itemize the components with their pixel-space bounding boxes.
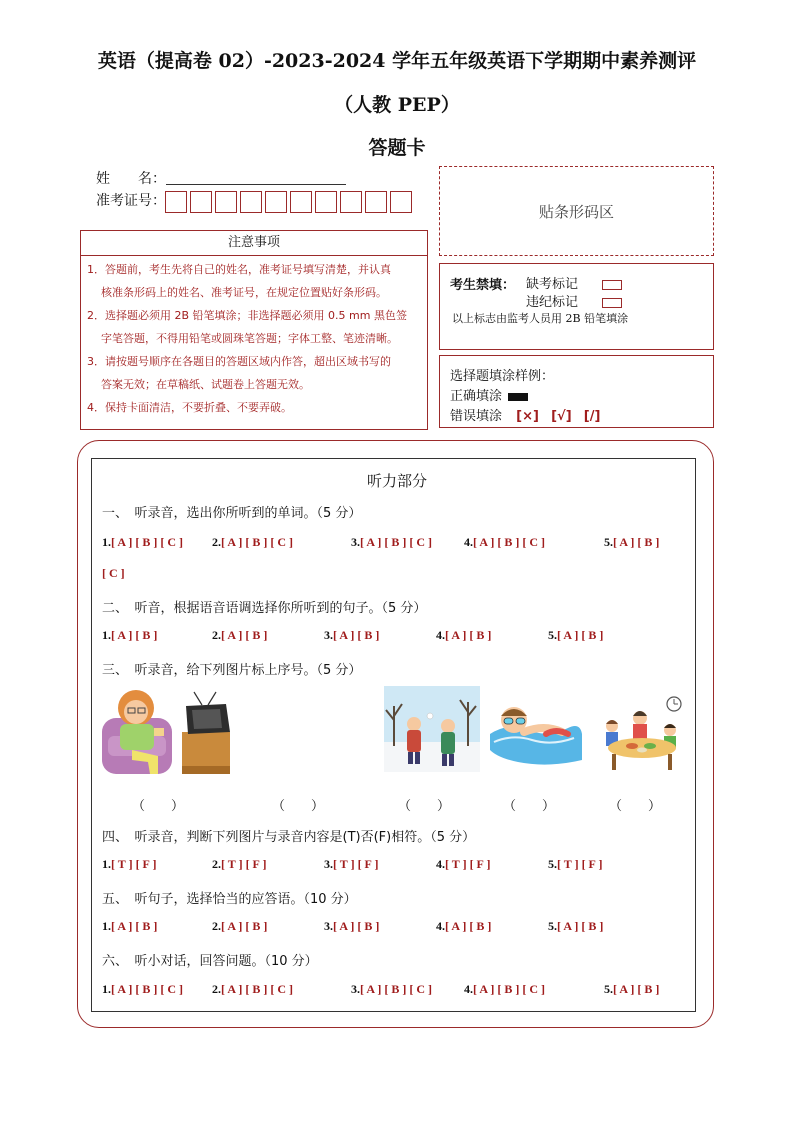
answer-card-subtitle: 答题卡	[368, 137, 426, 159]
q4-title: 四、 听录音，判断下列图片与录音内容是(T)否(F)相符。（5 分）	[102, 830, 476, 845]
absent-mark-label: 缺考标记	[526, 277, 579, 292]
note-line: 3．请按题号顺序在各题目的答题区域内作答，超出区域书写的	[87, 355, 391, 368]
prohibited-box	[439, 263, 714, 350]
family-dinner-picture	[600, 694, 686, 772]
name-field[interactable]	[166, 184, 346, 185]
note-line: 核准条形码上的姓名、准考证号，在规定位置贴好条形码。	[101, 286, 387, 299]
snow-picture	[384, 686, 480, 772]
q2-item-2[interactable]: 2.[ A ] [ B ]	[212, 628, 268, 642]
ticket-digit-cell[interactable]	[165, 191, 187, 213]
q2-item-3[interactable]: 3.[ A ] [ B ]	[324, 628, 380, 642]
q6-item-3[interactable]: 3.[ A ] [ B ] [ C ]	[351, 982, 432, 996]
wrong-mark-check: [√]	[551, 409, 572, 424]
ticket-digit-cell[interactable]	[390, 191, 412, 213]
q4-item-1[interactable]: 1.[ T ] [ F ]	[102, 857, 157, 871]
wrong-mark-x: [×]	[516, 409, 539, 424]
q1-item-3[interactable]: 3.[ A ] [ B ] [ C ]	[351, 535, 432, 549]
correct-fill-sample	[508, 393, 528, 401]
q1-item-5-wrap[interactable]: [ C ]	[102, 566, 125, 580]
q2-title: 二、 听音，根据语音语调选择你所听到的句子。（5 分）	[102, 601, 427, 616]
q3-title: 三、 听录音，给下列图片标上序号。（5 分）	[102, 663, 362, 678]
q6-item-4[interactable]: 4.[ A ] [ B ] [ C ]	[464, 982, 545, 996]
q5-item-1[interactable]: 1.[ A ] [ B ]	[102, 919, 158, 933]
q3-answer-paren-1[interactable]: （ ）	[132, 799, 185, 814]
q6-item-5[interactable]: 5.[ A ] [ B ]	[604, 982, 660, 996]
watching-tv-picture	[98, 684, 232, 778]
prohibited-note: 以上标志由监考人员用 2B 铅笔填涂	[452, 312, 629, 325]
wrong-mark-slash: [/]	[583, 409, 601, 424]
notes-title: 注意事项	[227, 235, 280, 250]
correct-fill-label: 正确填涂	[450, 389, 503, 404]
q4-item-4[interactable]: 4.[ T ] [ F ]	[436, 857, 491, 871]
q5-item-3[interactable]: 3.[ A ] [ B ]	[324, 919, 380, 933]
q1-item-2[interactable]: 2.[ A ] [ B ] [ C ]	[212, 535, 293, 549]
note-line: 1．答题前，考生先将自己的姓名，准考证号填写清楚，并认真	[87, 263, 391, 276]
violation-mark-label: 违纪标记	[526, 295, 579, 310]
ticket-label: 准考证号：	[96, 193, 166, 209]
q6-item-1[interactable]: 1.[ A ] [ B ] [ C ]	[102, 982, 183, 996]
notes-box	[80, 230, 428, 430]
page-title-line2: （人教 PEP）	[334, 94, 460, 116]
note-line: 答案无效；在草稿纸、试题卷上答题无效。	[101, 378, 310, 391]
swimming-picture	[488, 694, 584, 766]
q5-item-4[interactable]: 4.[ A ] [ B ]	[436, 919, 492, 933]
listening-section-title: 听力部分	[366, 472, 427, 490]
fill-example-title: 选择题填涂样例：	[450, 369, 555, 384]
ticket-digit-cell[interactable]	[315, 191, 337, 213]
q6-title: 六、 听小对话，回答问题。（10 分）	[102, 954, 318, 969]
q6-item-2[interactable]: 2.[ A ] [ B ] [ C ]	[212, 982, 293, 996]
note-line: 4．保持卡面清洁，不要折叠、不要弄破。	[87, 401, 292, 414]
ticket-digit-cell[interactable]	[290, 191, 312, 213]
ticket-digit-cell[interactable]	[265, 191, 287, 213]
q4-item-3[interactable]: 3.[ T ] [ F ]	[324, 857, 379, 871]
ticket-digit-cell[interactable]	[340, 191, 362, 213]
q2-item-5[interactable]: 5.[ A ] [ B ]	[548, 628, 604, 642]
prohibited-label: 考生禁填：	[450, 278, 516, 293]
fill-example-box	[439, 355, 714, 428]
q3-answer-paren-4[interactable]: （ ）	[503, 799, 556, 814]
page-title: 英语（提高卷 02）-2023-2024 学年五年级英语下学期期中素养测评	[97, 50, 697, 72]
q2-item-4[interactable]: 4.[ A ] [ B ]	[436, 628, 492, 642]
note-line: 2．选择题必须用 2B 铅笔填涂；非选择题必须用 0.5 mm 黑色签	[87, 309, 407, 322]
q3-answer-paren-3[interactable]: （ ）	[398, 799, 451, 814]
q5-item-5[interactable]: 5.[ A ] [ B ]	[548, 919, 604, 933]
barcode-label: 贴条形码区	[538, 203, 614, 221]
ticket-digit-cell[interactable]	[240, 191, 262, 213]
q5-title: 五、 听句子，选择恰当的应答语。（10 分）	[102, 892, 357, 907]
ticket-number-grid[interactable]	[165, 191, 415, 214]
ticket-digit-cell[interactable]	[215, 191, 237, 213]
absent-mark-box[interactable]	[602, 280, 622, 290]
q1-item-1[interactable]: 1.[ A ] [ B ] [ C ]	[102, 535, 183, 549]
q5-item-2[interactable]: 2.[ A ] [ B ]	[212, 919, 268, 933]
ticket-digit-cell[interactable]	[190, 191, 212, 213]
q4-item-5[interactable]: 5.[ T ] [ F ]	[548, 857, 603, 871]
q2-item-1[interactable]: 1.[ A ] [ B ]	[102, 628, 158, 642]
q1-item-5[interactable]: 5.[ A ] [ B ]	[604, 535, 660, 549]
barcode-area	[439, 166, 714, 256]
q1-item-4[interactable]: 4.[ A ] [ B ] [ C ]	[464, 535, 545, 549]
wrong-fill-label: 错误填涂	[450, 409, 503, 424]
ticket-digit-cell[interactable]	[365, 191, 387, 213]
q4-item-2[interactable]: 2.[ T ] [ F ]	[212, 857, 267, 871]
q3-answer-paren-5[interactable]: （ ）	[609, 799, 662, 814]
name-label: 姓 名：	[96, 171, 166, 187]
note-line: 字笔答题，不得用铅笔或圆珠笔答题；字体工整、笔迹清晰。	[101, 332, 398, 345]
q3-answer-paren-2[interactable]: （ ）	[272, 799, 325, 814]
violation-mark-box[interactable]	[602, 298, 622, 308]
q1-title: 一、 听录音，选出你所听到的单词。（5 分）	[102, 506, 362, 521]
